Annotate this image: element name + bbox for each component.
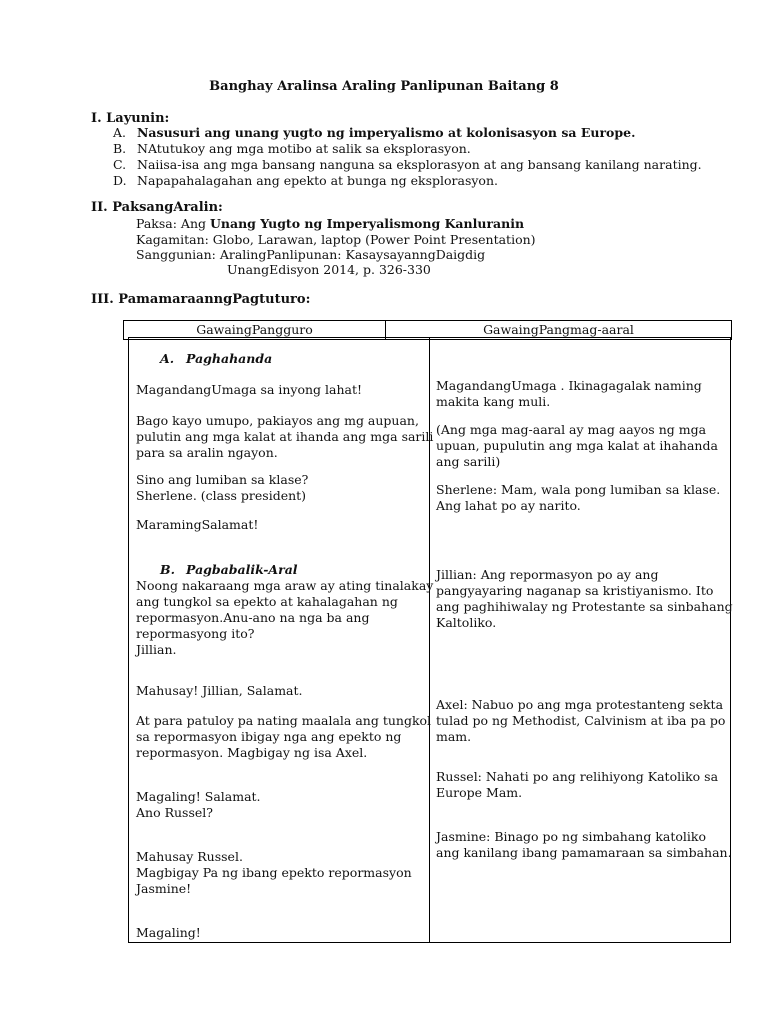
teacher-continue: At para patuloy pa nating maalala ang tungkol sa repormasyon ibigay nga ang epekto ng repormasyon. Magbigay ng isa Axel. — [136, 713, 432, 760]
teacher-arrange: Bago kayo umupo, pakiayos ang mg aupuan, pulutin ang mga kalat at ihanda ang mga sarili para sa aralin ngayon. — [136, 413, 434, 460]
student-sherlene: Sherlene: Mam, wala pong lumiban sa klase. Ang lahat po ay narito. — [436, 482, 721, 513]
teacher-review: Noong nakaraang mga araw ay ating tinalakay ang tungkol sa epekto at kahalagahan ng repormasyon.Anu-ano na nga ba ang repormasyong ito? Jillian. — [136, 578, 434, 657]
teacher-praise-jasmine: Magaling! — [136, 925, 201, 940]
student-russel: Russel: Nahati po ang relihiyong Katoliko sa Europe Mam. — [436, 769, 719, 800]
layunin-heading: I. Layunin: — [91, 111, 170, 126]
student-jasmine: Jasmine: Binago po ng simbahang katoliko ang kanilang ibang pamamaraan sa simbahan. — [436, 829, 732, 860]
teacher-praise-axel: Magaling! Salamat. Ano Russel? — [136, 789, 261, 820]
paksang-aralin-heading: II. PaksangAralin: — [91, 200, 223, 215]
kagamitan-line: Kagamitan: Globo, Larawan, laptop (Power Point Presentation) — [136, 232, 536, 247]
document-title: Banghay Aralinsa Araling Panlipunan Baitang 8 — [209, 79, 559, 94]
edisyon-line: UnangEdisyon 2014, p. 326-330 — [227, 262, 431, 277]
header-teacher: GawaingPangguro — [196, 322, 313, 337]
teacher-praise-russel: Mahusay Russel. Magbigay Pa ng ibang epekto repormasyon Jasmine! — [136, 849, 412, 896]
section-a-heading: A. Paghahanda — [160, 351, 273, 366]
student-jillian: Jillian: Ang repormasyon po ay ang pangyayaring naganap sa kristiyanismo. Ito ang paghihiwalay ng Protestante sa sinbahang Kaltoliko. — [436, 567, 733, 630]
paksa-line — [136, 216, 524, 232]
student-greeting: MagandangUmaga . Ikinagagalak naming makita kang muli. — [436, 378, 702, 409]
teacher-thanks: MaramingSalamat! — [136, 517, 259, 532]
teacher-praise-jillian: Mahusay! Jillian, Salamat. — [136, 683, 303, 698]
student-axel: Axel: Nabuo po ang mga protestanteng sekta tulad po ng Methodist, Calvinism at iba pa po mam. — [436, 697, 726, 744]
paksa-value: Unang Yugto ng Imperyalismong Kanluranin — [210, 216, 525, 231]
teacher-greeting: MagandangUmaga sa inyong lahat! — [136, 382, 363, 397]
section-b-heading: B. Pagbabalik-Aral — [160, 562, 298, 577]
student-arrange: (Ang mga mag-aaral ay mag aayos ng mga upuan, pupulutin ang mga kalat at ihahanda ang sarili) — [436, 422, 718, 469]
objectives-list: A. Nasusuri ang unang yugto ng imperyalismo at kolonisasyon sa Europe. B. NAtutukoy ang mga motibo at salik sa eksplorasyon. C. Naiisa-isa ang mga bansang nanguna sa eksplorasyon at ang bansang kanilang narating. D. Napapahalagahan ang epekto at bunga ng eksplorasyon. — [113, 125, 702, 188]
paksa-label: Paksa: Ang — [136, 216, 207, 231]
teacher-absent: Sino ang lumiban sa klase? Sherlene. (class president) — [136, 472, 309, 503]
pamamaraan-heading: III. PamamaraanngPagtuturo: — [91, 292, 311, 307]
sanggunian-line: Sanggunian: AralingPanlipunan: KasaysayanngDaigdig — [136, 247, 486, 262]
header-student: GawaingPangmag-aaral — [483, 322, 634, 337]
